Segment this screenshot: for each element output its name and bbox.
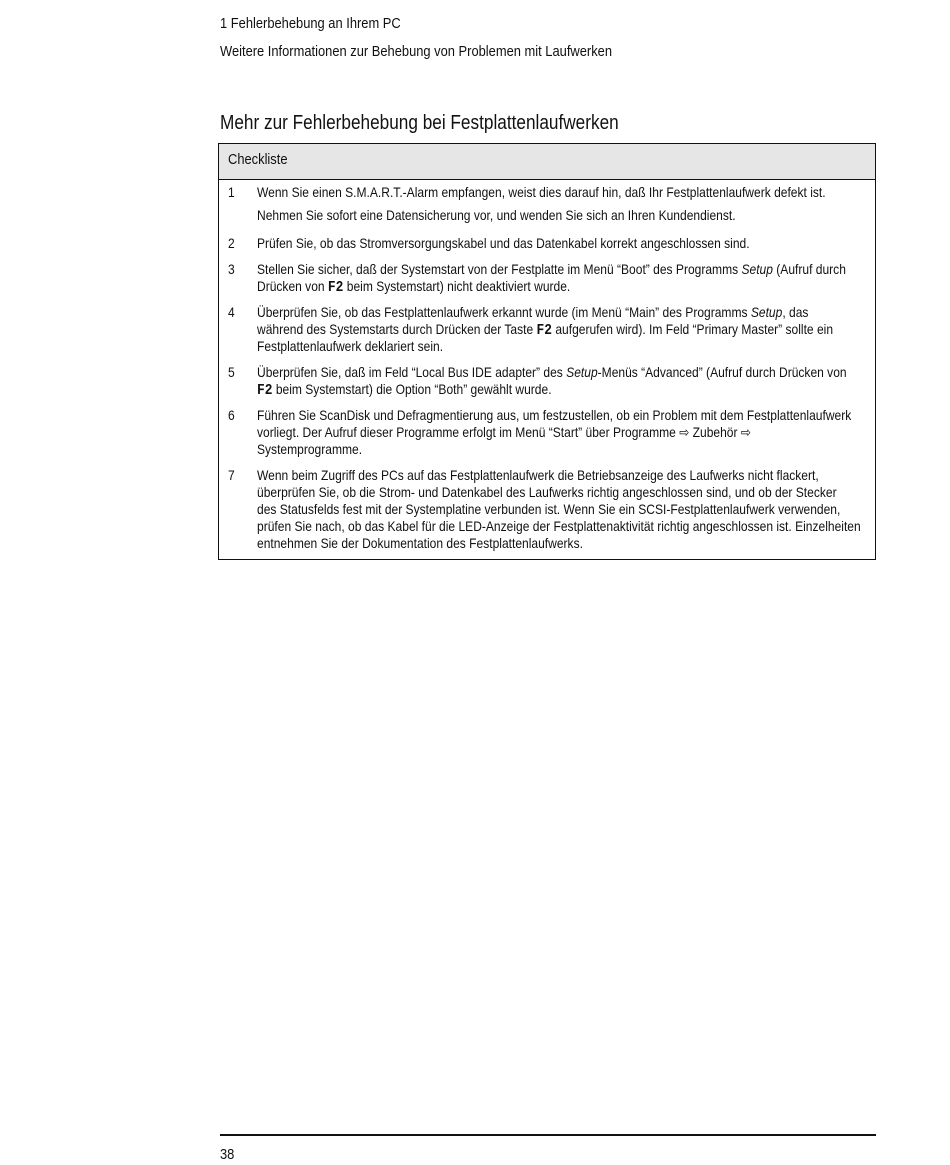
item-text-line: überprüfen Sie, ob die Strom- und Datenkabel des Laufwerks richtig angeschlossen sind, und ob der Stecker <box>257 484 837 500</box>
arrow-right-icon: ⇨ <box>679 424 690 440</box>
item-text-line: Überprüfen Sie, ob das Festplattenlaufwerk erkannt wurde (im Menü “Main” des Programms Setup, das <box>257 304 809 320</box>
item-text-line: Nehmen Sie sofort eine Datensicherung vor, und wenden Sie sich an Ihren Kundendienst. <box>257 207 736 223</box>
section-title: Mehr zur Fehlerbehebung bei Festplattenlaufwerken <box>220 112 619 134</box>
running-header-subtitle: Weitere Informationen zur Behebung von Problemen mit Laufwerken <box>220 43 612 60</box>
arrow-right-icon: ⇨ <box>740 424 751 440</box>
item-text-line: F2 beim Systemstart) die Option “Both” gewählt wurde. <box>257 381 552 399</box>
item-number: 6 <box>228 407 235 423</box>
item-number: 3 <box>228 261 235 277</box>
key-f2: F2 <box>327 279 344 296</box>
item-number: 5 <box>228 364 235 380</box>
item-number: 4 <box>228 304 235 320</box>
checklist-table <box>218 143 876 560</box>
checklist-heading: Checkliste <box>219 144 875 180</box>
item-text-line: Wenn Sie einen S.M.A.R.T.-Alarm empfangen, weist dies darauf hin, daß Ihr Festplattenlaufwerk defekt ist. <box>257 184 826 200</box>
item-text-line: entnehmen Sie der Dokumentation des Festplattenlaufwerks. <box>257 535 583 551</box>
item-number: 7 <box>228 467 235 483</box>
running-header-chapter: 1 Fehlerbehebung an Ihrem PC <box>220 15 401 32</box>
item-text-line: Festplattenlaufwerk deklariert sein. <box>257 338 444 354</box>
item-text-line: Prüfen Sie, ob das Stromversorgungskabel und das Datenkabel korrekt angeschlossen sind. <box>257 235 750 251</box>
item-text-line: Systemprogramme. <box>257 441 363 457</box>
item-text-line: vorliegt. Der Aufruf dieser Programme erfolgt im Menü “Start” über Programme ⇨ Zubehör ⇨ <box>257 424 751 440</box>
item-text-line: Wenn beim Zugriff des PCs auf das Festplattenlaufwerk die Betriebsanzeige des Laufwerks nicht flackert, <box>257 467 819 483</box>
item-text-line: des Statusfelds fest mit der Systemplatine verbunden ist. Wenn Sie ein SCSI-Festplattenlaufwerk verwenden, <box>257 501 841 517</box>
item-text-line: Stellen Sie sicher, daß der Systemstart von der Festplatte im Menü “Boot” des Programms Setup (Aufruf durch <box>257 261 846 277</box>
item-text-line: Überprüfen Sie, daß im Feld “Local Bus IDE adapter” des Setup-Menüs “Advanced” (Aufruf durch Drücken von <box>257 364 847 380</box>
item-text-line: während des Systemstarts durch Drücken der Taste F2 aufgerufen wird). Im Feld “Primary Master” sollte ein <box>257 321 834 339</box>
item-number: 1 <box>228 184 235 200</box>
item-text-line: prüfen Sie nach, ob das Kabel für die LED-Anzeige der Festplattenaktivität richtig angeschlossen ist. Einzelheiten <box>257 518 861 534</box>
item-text-line: Führen Sie ScanDisk und Defragmentierung aus, um festzustellen, ob ein Problem mit dem Festplattenlaufwerk <box>257 407 852 423</box>
item-number: 2 <box>228 235 235 251</box>
key-f2: F2 <box>536 322 553 339</box>
key-f2: F2 <box>257 382 273 399</box>
page-number: 38 <box>220 1146 235 1163</box>
footer-rule <box>220 1134 876 1136</box>
item-text-line: Drücken von F2 beim Systemstart) nicht deaktiviert wurde. <box>257 278 571 296</box>
